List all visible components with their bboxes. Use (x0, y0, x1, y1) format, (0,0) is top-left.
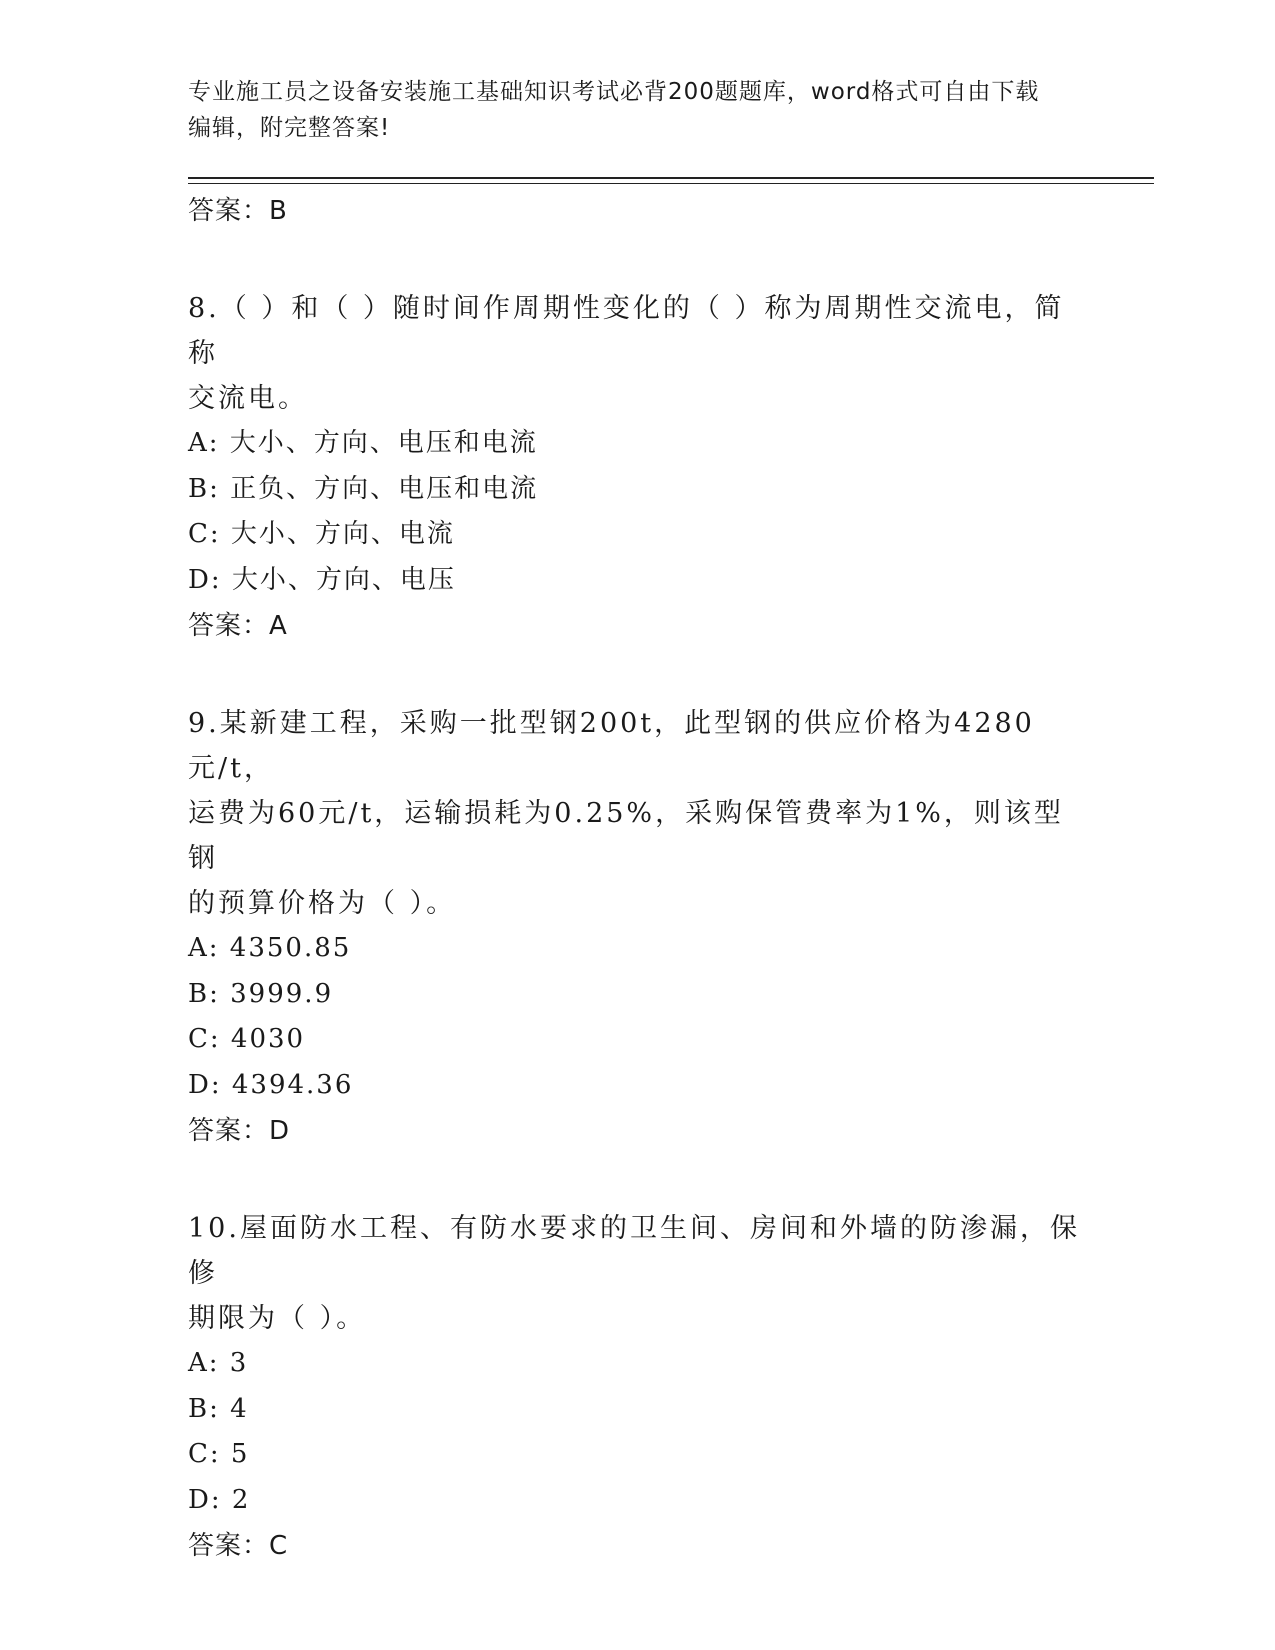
option-b: B: 3999.9 (188, 978, 334, 1009)
answer-line: 答案：D (188, 1116, 291, 1146)
spacer (188, 649, 1088, 701)
question-9 (188, 701, 1088, 1154)
option-a: A: 3 (188, 1348, 249, 1378)
option-b: B: 正负、方向、电压和电流 (188, 473, 539, 504)
option-d: D: 4394.36 (188, 1069, 354, 1100)
option-d: D: 2 (188, 1484, 251, 1515)
option-d: D: 大小、方向、电压 (188, 564, 456, 595)
option-c: C: 大小、方向、电流 (188, 519, 455, 549)
question-8 (188, 286, 1088, 649)
option-b: B: 4 (188, 1393, 249, 1424)
header-divider-thin (188, 183, 1154, 184)
answer-line: 答案：A (188, 611, 288, 641)
answer-line: 答案：B (188, 196, 288, 226)
question-10 (188, 1206, 1088, 1569)
option-a: A: 4350.85 (188, 933, 352, 963)
question-text-line: 运费为60元/t，运输损耗为0.25%，采购保管费率为1%，则该型钢 (188, 798, 1064, 874)
question-text-line: 8.（ ）和（ ）随时间作周期性变化的（ ）称为周期性交流电，简称 (188, 293, 1065, 369)
spacer (188, 234, 1088, 286)
document-body (188, 188, 1088, 1569)
question-text-line: 10.屋面防水工程、有防水要求的卫生间、房间和外墙的防渗漏，保修 (188, 1213, 1080, 1289)
spacer (188, 1154, 1088, 1206)
question-text-line: 交流电。 (188, 383, 308, 414)
option-a: A: 大小、方向、电压和电流 (188, 428, 538, 458)
answer-line: 答案：C (188, 1531, 289, 1561)
question-text-line: 9.某新建工程，采购一批型钢200t，此型钢的供应价格为4280元/t， (188, 708, 1035, 784)
option-c: C: 5 (188, 1439, 250, 1469)
header-divider-thick (188, 177, 1154, 179)
document-header (188, 74, 1088, 146)
question-text-line: 的预算价格为（ ）。 (188, 888, 457, 919)
header-title-line-1: 专业施工员之设备安装施工基础知识考试必背200题题库，word格式可自由下载 (188, 79, 1040, 105)
option-c: C: 4030 (188, 1024, 306, 1054)
header-title-line-2: 编辑，附完整答案! (188, 115, 391, 141)
question-text-line: 期限为（ ）。 (188, 1303, 367, 1334)
